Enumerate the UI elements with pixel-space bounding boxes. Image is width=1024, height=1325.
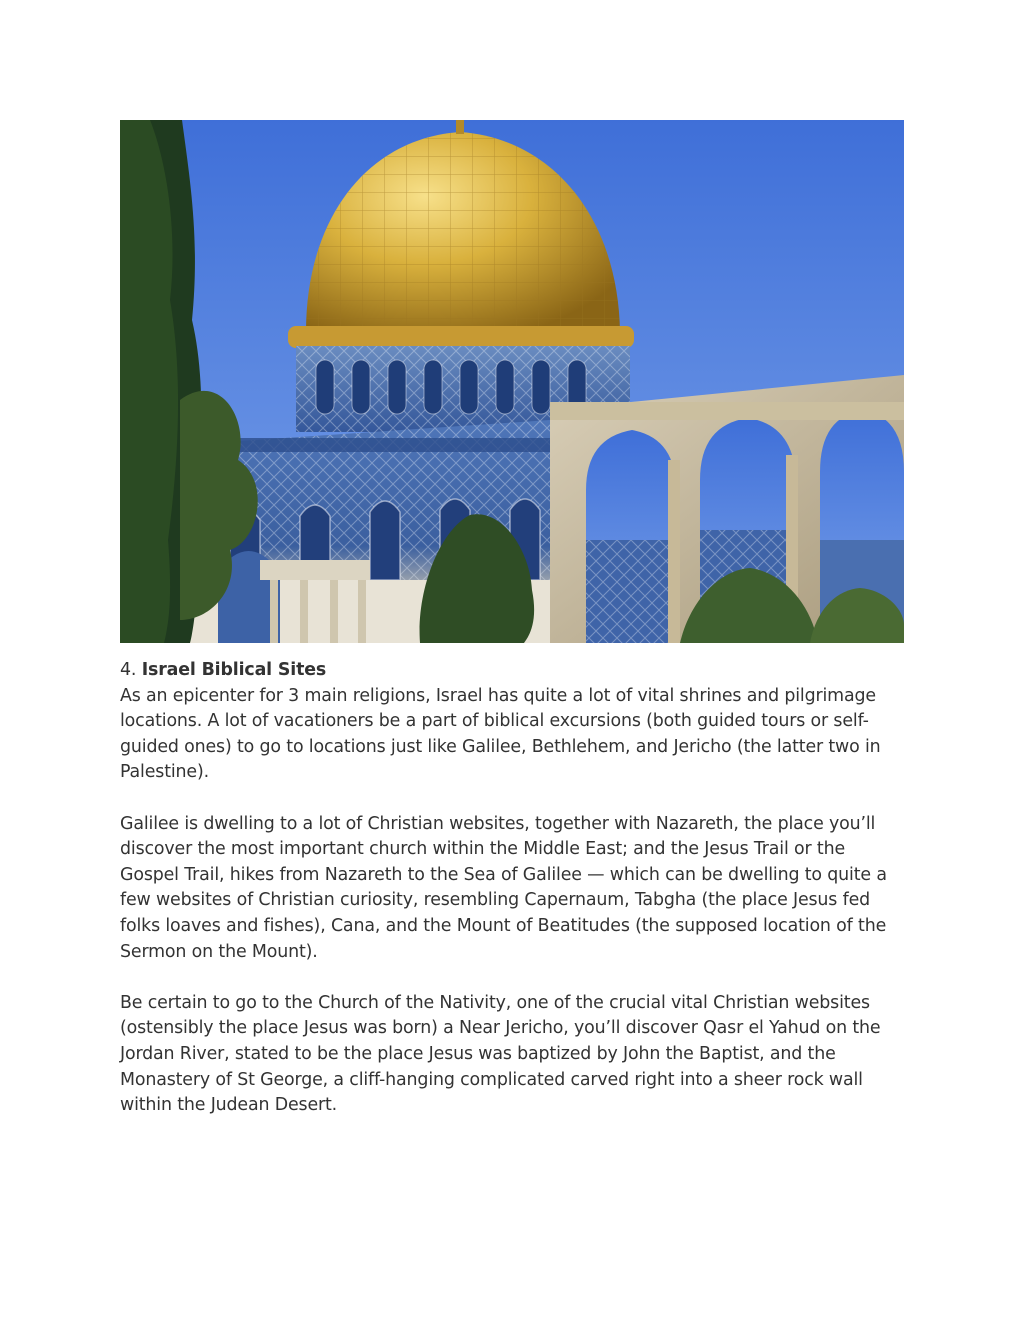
dome-of-the-rock-photo <box>120 120 904 643</box>
article-section <box>120 658 906 1144</box>
paragraph-galilee: Galilee is dwelling to a lot of Christian websites, together with Nazareth, the place you’ll discover the most important church within the Middle East; and the Jesus Trail or the Gospel Trail, hikes from Nazareth to the Sea of Galilee — which can be dwelling to quite a few websites of Christian curiosity, resembling Capernaum, Tabgha (the place Jesus fed folks loaves and fishes), Cana, and the Mount of Beatitudes (the supposed location of the Sermon on the Mount). <box>120 813 887 962</box>
section-title: Israel Biblical Sites <box>141 660 327 680</box>
paragraph-intro: As an epicenter for 3 main religions, Israel has quite a lot of vital shrines and pilgrimage locations. A lot of vacationers be a part of biblical excursions (both guided tours or self-guided ones) to go to locations just like Galilee, Bethlehem, and Jericho (the latter two in Palestine). <box>120 685 881 783</box>
paragraph-nativity: Be certain to go to the Church of the Nativity, one of the crucial vital Christian websites (ostensibly the place Jesus was born) a Near Jericho, you’ll discover Qasr el Yahud on the Jordan River, stated to be the place Jesus was baptized by John the Baptist, and the Monastery of St George, a cliff-hanging complicated carved right into a sheer rock wall within the Judean Desert. <box>120 992 881 1116</box>
section-number: 4. <box>120 660 137 680</box>
section-heading <box>120 658 906 684</box>
